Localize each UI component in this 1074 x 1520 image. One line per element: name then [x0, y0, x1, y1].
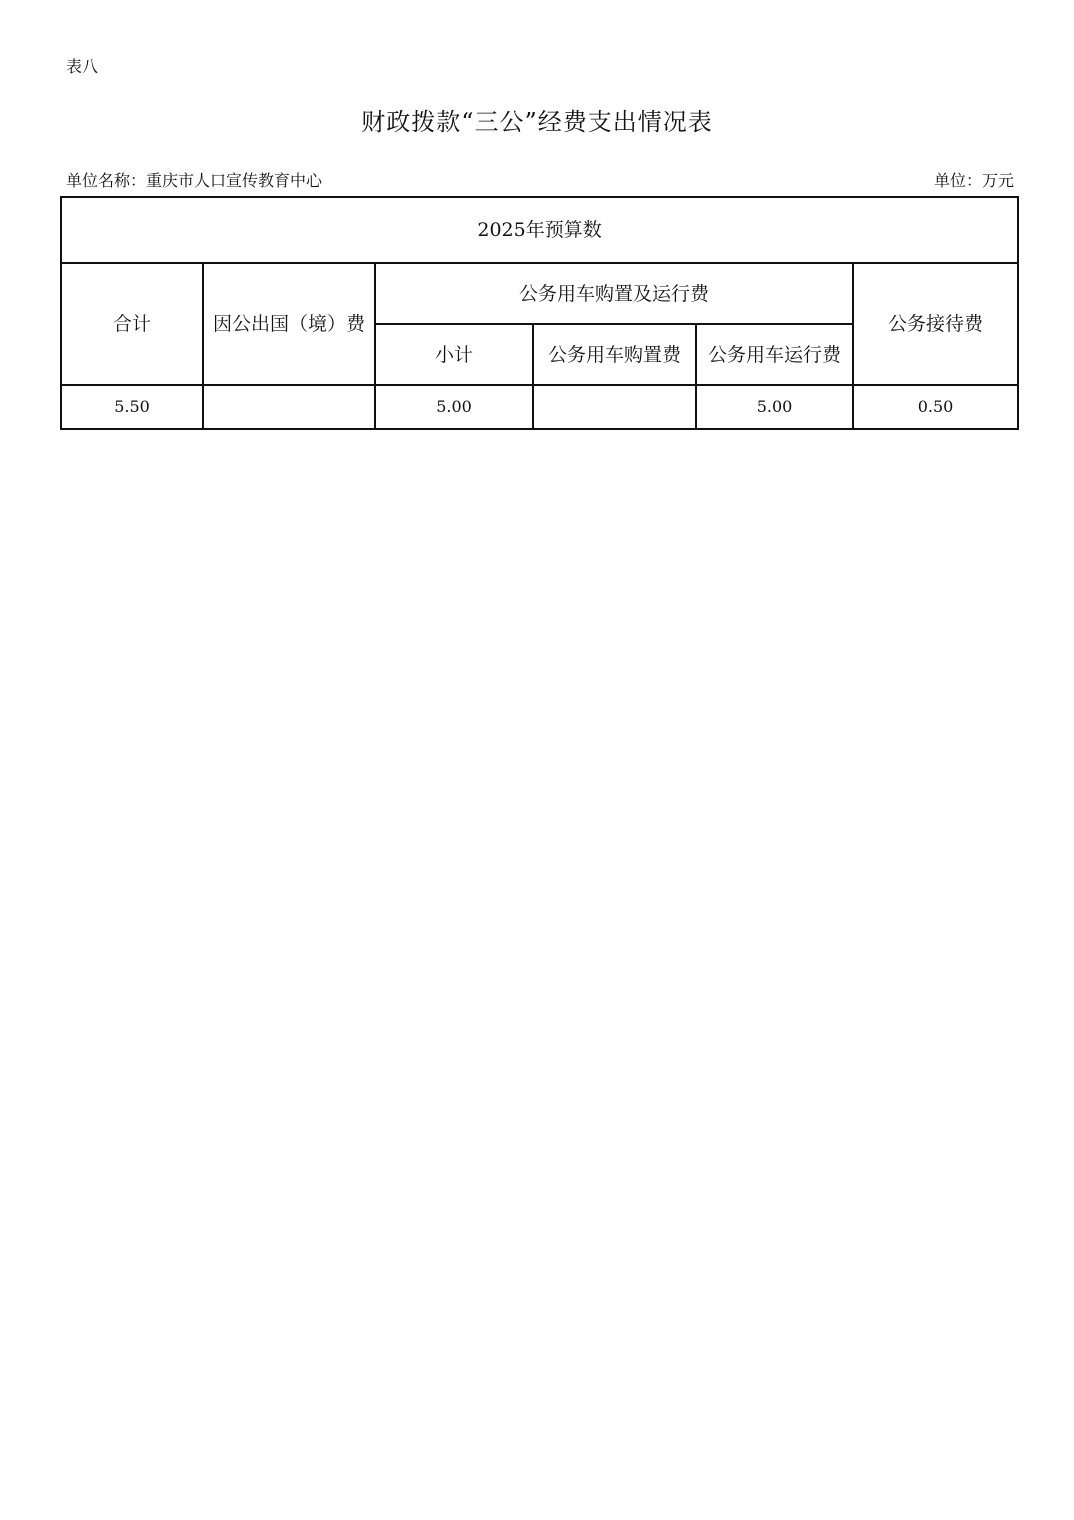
- cell-subtotal: 5.00: [375, 385, 533, 429]
- cell-reception: 0.50: [853, 385, 1018, 429]
- column-header-row: [61, 263, 1018, 324]
- page-title: 财政拨款“三公”经费支出情况表: [361, 108, 713, 136]
- header-vehicle-purchase: 公务用车购置费: [533, 324, 696, 385]
- table-row: [61, 385, 1018, 429]
- table-number-label: 表八: [66, 57, 99, 76]
- cell-overseas-travel: [203, 385, 375, 429]
- cell-vehicle-operation: 5.00: [696, 385, 853, 429]
- cell-vehicle-purchase: [533, 385, 696, 429]
- three-public-expenses-table: [60, 196, 1019, 430]
- header-vehicle-group: 公务用车购置及运行费: [375, 263, 853, 324]
- unit-name-label: 单位名称：重庆市人口宣传教育中心: [66, 171, 323, 190]
- header-overseas-travel: 因公出国（境）费: [203, 263, 375, 385]
- header-reception: 公务接待费: [853, 263, 1018, 385]
- currency-unit-label: 单位：万元: [933, 171, 1014, 190]
- budget-header-row: [61, 197, 1018, 263]
- cell-total: 5.50: [61, 385, 203, 429]
- header-subtotal: 小计: [375, 324, 533, 385]
- budget-year-header: 2025年预算数: [61, 197, 1018, 263]
- header-total: 合计: [61, 263, 203, 385]
- header-vehicle-operation: 公务用车运行费: [696, 324, 853, 385]
